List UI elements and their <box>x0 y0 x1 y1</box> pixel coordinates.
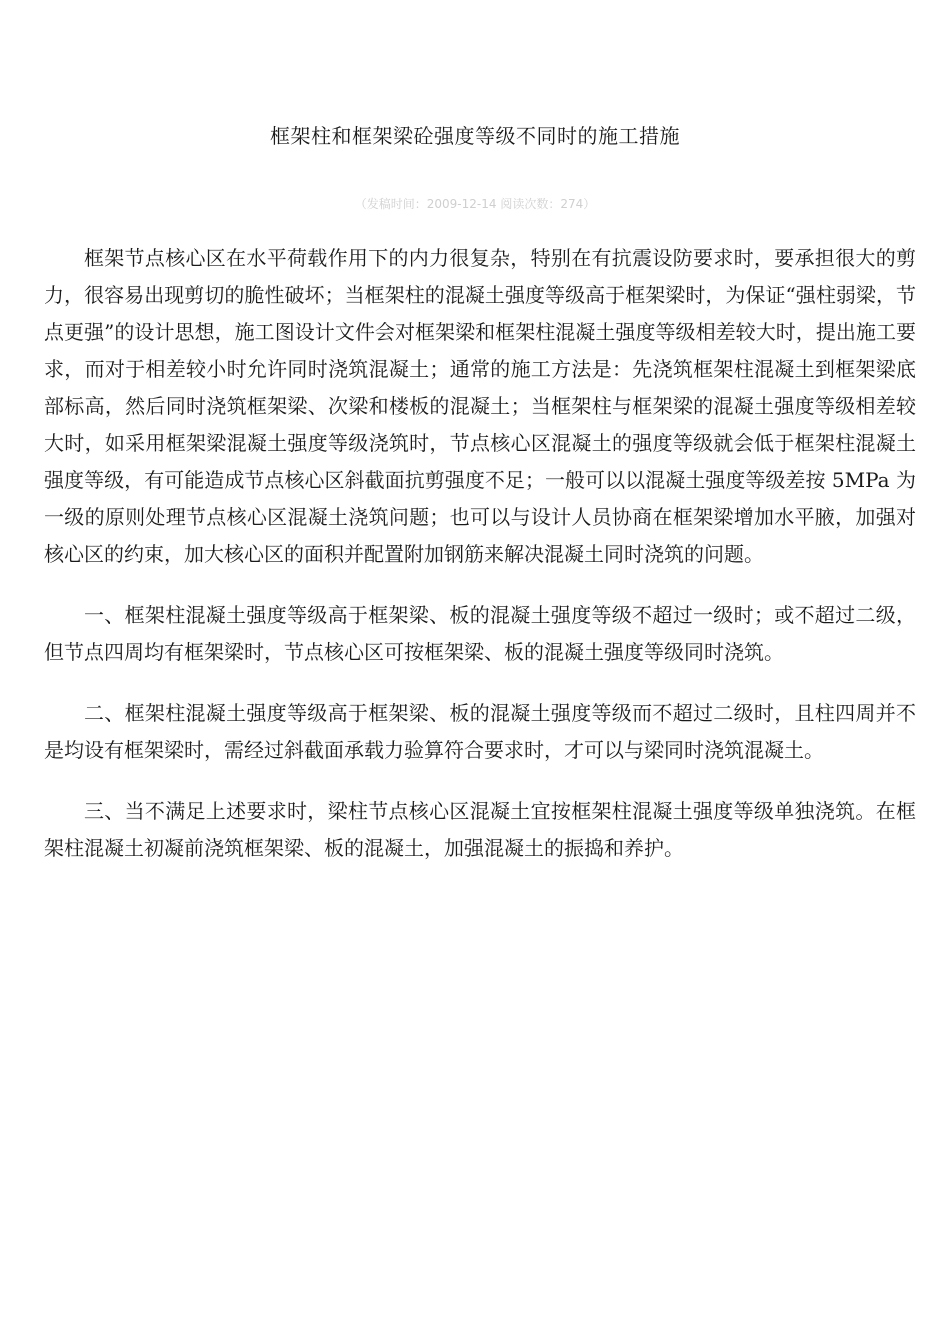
paragraph-intro: 框架节点核心区在水平荷载作用下的内力很复杂，特别在有抗震设防要求时，要承担很大的剪力，很容易出现剪切的脆性破坏；当框架柱的混凝土强度等级高于框架梁时，为保证“强柱弱梁，节点更强”的设计思想，施工图设计文件会对框架梁和框架柱混凝土强度等级相差较大时，提出施工要求，而对于相差较小时允许同时浇筑混凝土；通常的施工方法是：先浇筑框架柱混凝土到框架梁底部标高，然后同时浇筑框架梁、次梁和楼板的混凝土；当框架柱与框架梁的混凝土强度等级相差较大时，如采用框架梁混凝土强度等级浇筑时，节点核心区混凝土的强度等级就会低于框架柱混凝土强度等级，有可能造成节点核心区斜截面抗剪强度不足；一般可以以混凝土强度等级差按 5MPa 为一级的原则处理节点核心区混凝土浇筑问题；也可以与设计人员协商在框架梁增加水平腋，加强对核心区的约束，加大核心区的面积并配置附加钢筋来解决混凝土同时浇筑的问题。 <box>44 246 916 566</box>
article-body <box>44 240 916 867</box>
paragraph-item-2: 二、框架柱混凝土强度等级高于框架梁、板的混凝土强度等级而不超过二级时，且柱四周并不是均设有框架梁时，需经过斜截面承载力验算符合要求时，才可以与梁同时浇筑混凝土。 <box>44 701 916 762</box>
paragraph-item-1: 一、框架柱混凝土强度等级高于框架梁、板的混凝土强度等级不超过一级时；或不超过二级，但节点四周均有框架梁时，节点核心区可按框架梁、板的混凝土强度等级同时浇筑。 <box>44 603 916 664</box>
paragraph-item-3: 三、当不满足上述要求时，梁柱节点核心区混凝土宜按框架柱混凝土强度等级单独浇筑。在框架柱混凝土初凝前浇筑框架梁、板的混凝土，加强混凝土的振捣和养护。 <box>44 799 916 860</box>
page-title: 框架柱和框架梁砼强度等级不同时的施工措施 <box>270 124 680 148</box>
publish-meta: （发稿时间：2009-12-14 阅读次数：274） <box>354 197 596 211</box>
